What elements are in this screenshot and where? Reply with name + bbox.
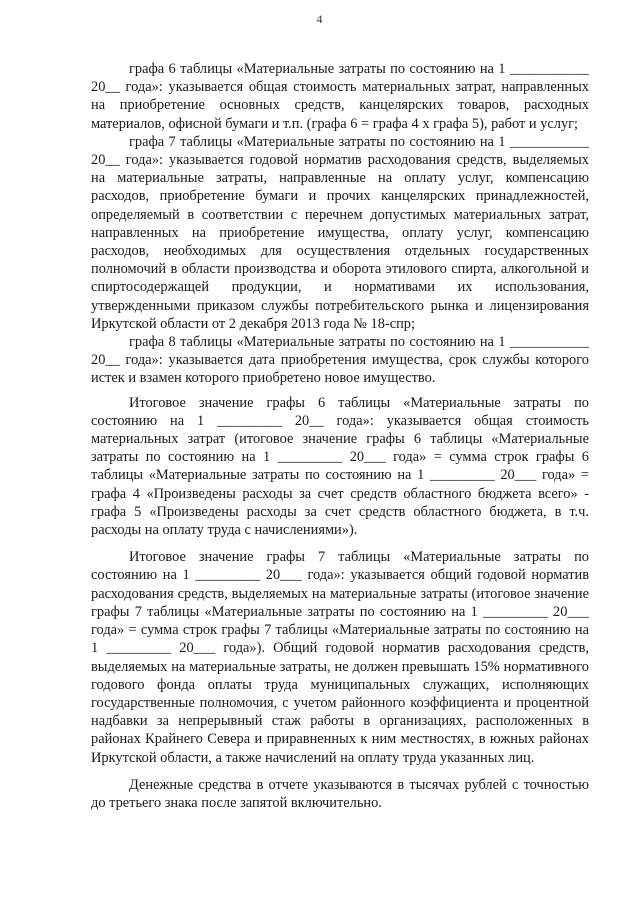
paragraph-total-graph-6: Итоговое значение графы 6 таблицы «Материальные затраты по состоянию на 1 _________ 20__ года»: указывается общая стоимость материальных затрат (итоговое значение графы 6 таблицы «Материальные затраты по состоянию на 1 _________ 20___ года» = сумма строк графы 6 таблицы «Материальные затраты по состоянию на 1 _________ 20___ года» = графа 4 «Произведены расходы за счет средств областного бюджета всего» - графа 5 «Произведены расходы за счет средств областного бюджета, в т.ч. расходы на оплату труда с начислениями»). bbox=[91, 394, 589, 539]
paragraph-graph-8: графа 8 таблицы «Материальные затраты по состоянию на 1 ___________ 20__ года»: указывается дата приобретения имущества, срок службы которого истек и взамен которого приобретено новое имущество. bbox=[91, 334, 589, 387]
page-number: 4 bbox=[316, 12, 323, 26]
paragraph-total-graph-7: Итоговое значение графы 7 таблицы «Материальные затраты по состоянию на 1 _________ 20___ года»: указывается общий годовой норматив расходования средств, выделяемых на материальные затраты (итоговое значение графы 7 таблицы «Материальные затраты по состоянию на 1 _________ 20___ года» = сумма строк графы 7 таблицы «Материальные затраты по состоянию на 1 _________ 20___ года»). Общий годовой норматив расходования средств, выделяемых на материальные затраты, не должен превышать 15% нормативного годового фонда оплаты труда муниципальных служащих, исполняющих государственные полномочия, с учетом районного коэффициента и процентной надбавки за непрерывный стаж работы в организациях, расположенных в районах Крайнего Севера и приравненных к ним местностях, в южных районах Иркутской области, а также начислений на оплату труда указанных лиц. bbox=[91, 549, 589, 766]
document-body bbox=[91, 60, 589, 812]
paragraph-graph-7: графа 7 таблицы «Материальные затраты по состоянию на 1 ___________ 20__ года»: указывается годовой норматив расходования средств, выделяемых на материальные затраты, направленные на оплату услуг, компенсацию расходов, приобретение бумаги и прочих канцелярских принадлежностей, определяемый в соответствии с перечнем допустимых материальных затрат, направленных на приобретение имущества, оплату услуг, компенсацию расходов, необходимых для осуществления отдельных государственных полномочий в области производства и оборота этилового спирта, алкогольной и спиртосодержащей продукции, и нормативами их использования, утвержденными приказом службы потребительского рынка и лицензирования Иркутской области от 2 декабря 2013 года № 18-спр; bbox=[91, 133, 589, 332]
paragraph-graph-6: графа 6 таблицы «Материальные затраты по состоянию на 1 ___________ 20__ года»: указывается общая стоимость материальных затрат, направленных на приобретение основных средств, канцелярских товаров, расходных материалов, офисной бумаги и т.п. (графа 6 = графа 4 х графа 5), работ и услуг; bbox=[91, 61, 589, 132]
paragraph-currency-note: Денежные средства в отчете указываются в тысячах рублей с точностью до третьего знака после запятой включительно. bbox=[91, 776, 589, 811]
